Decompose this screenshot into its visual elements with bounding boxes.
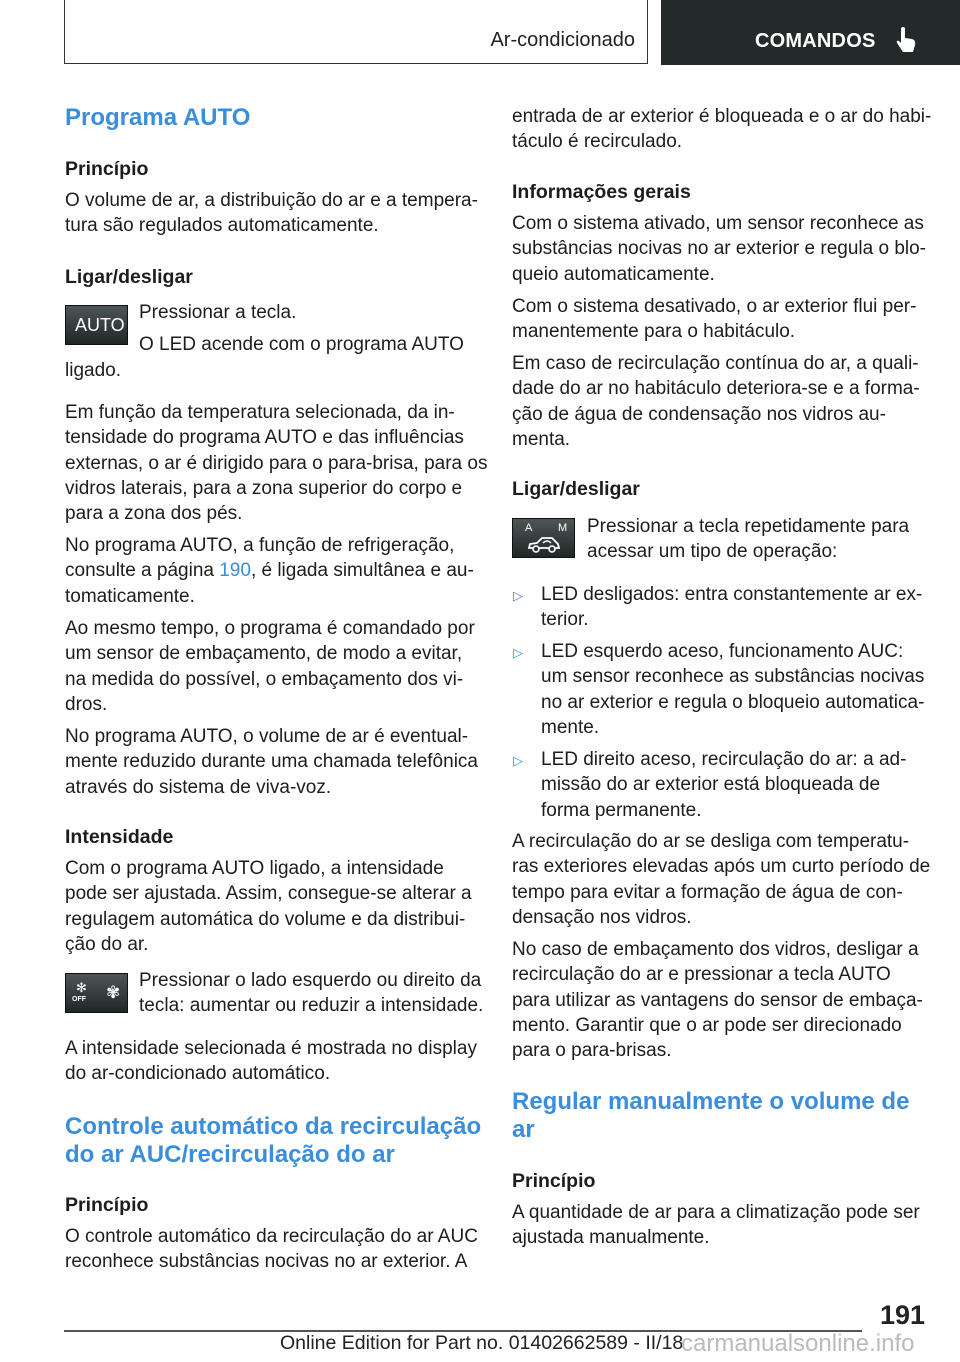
list-item: LED desligados: entra constantemente ar ex- terior. xyxy=(541,584,923,631)
text: No programa AUTO, a função de refrigeração, consulte a página xyxy=(65,535,455,582)
subheading-principio: Princípio xyxy=(512,1170,596,1192)
paragraph: Pressionar o lado esquerdo ou direito da tecla: aumentar ou reduzir a intensidade. xyxy=(139,970,484,1017)
paragraph: Pressionar a tecla. xyxy=(139,302,297,323)
paragraph: Com o programa AUTO ligado, a intensidade pode ser ajustada. Assim, consegue-se alterar a regulagem automática do volume e da distribui- ção do ar. xyxy=(65,858,472,955)
paragraph: Com o sistema ativado, um sensor reconhece as substâncias nocivas no ar exterior e regula o blo- queio automaticamente. xyxy=(512,213,927,285)
paragraph: entrada de ar exterior é bloqueada e o ar do habi- táculo é recirculado. xyxy=(512,106,932,153)
subheading-ligar-desligar: Ligar/desligar xyxy=(65,266,193,288)
paragraph: O volume de ar, a distribuição do ar e a tempera- tura são regulados automaticamente. xyxy=(65,190,478,237)
paragraph: No caso de embaçamento dos vidros, desligar a recirculação do ar e pressionar a tecla AUTO para utilizar as vantagens do sensor de embaça- mento. Garantir que o ar pode ser direcionado para o para-brisas. xyxy=(512,939,923,1062)
subheading-intensidade: Intensidade xyxy=(65,826,174,848)
edition-text: Online Edition for Part no. 01402662589 - II/18 xyxy=(280,1332,684,1354)
subheading-principio: Princípio xyxy=(65,158,149,180)
fan-icon: ✾ xyxy=(106,983,121,1002)
bullet-triangle-icon: ▷ xyxy=(513,645,523,660)
pointing-hand-icon xyxy=(895,26,917,54)
list-item: LED esquerdo aceso, funcionamento AUC: um sensor reconhece as substâncias nocivas no ar exterior e regula o bloqueio automatica- mente. xyxy=(541,641,925,738)
text: , é ligada simultânea e au- tomaticamente. xyxy=(65,560,474,607)
watermark: carmanualsonline.info xyxy=(681,1330,915,1357)
car-recirculation-icon xyxy=(527,535,561,553)
subheading-principio: Princípio xyxy=(65,1194,149,1216)
paragraph: A recirculação do ar se desliga com temperatu- ras exteriores elevadas após um curto período de tempo para evitar a formação de água de con- densação nos vidros. xyxy=(512,831,931,928)
key-m-label: M xyxy=(558,522,568,534)
auto-key-image xyxy=(65,305,128,345)
paragraph: No programa AUTO, o volume de ar é eventual- mente reduzido durante uma chamada telefônica através do sistema de viva-voz. xyxy=(65,726,478,798)
paragraph: ligado. xyxy=(65,360,121,381)
section-title-volume-manual: Regular manualmente o volume de ar xyxy=(512,1088,910,1143)
chapter-tab[interactable] xyxy=(661,0,960,65)
paragraph: Ao mesmo tempo, o programa é comandado por um sensor de embaçamento, de modo a evitar, na medida do possível, o embaçamento dos vi- dros. xyxy=(65,618,475,715)
recirculation-key-image xyxy=(512,518,575,558)
bullet-triangle-icon: ▷ xyxy=(513,588,523,603)
paragraph: Com o sistema desativado, o ar exterior flui per- manentemente para o habitáculo. xyxy=(512,296,917,343)
paragraph: Em função da temperatura selecionada, da in- tensidade do programa AUTO e das influências externas, o ar é dirigido para o para-brisa, para os vidros laterais, para a zona superior do corpo e para a zona dos pés. xyxy=(65,402,488,525)
auto-key-label: AUTO xyxy=(75,315,125,335)
paragraph: O controle automático da recirculação do ar AUC reconhece substâncias nocivas no ar exterior. A xyxy=(65,1226,478,1273)
subheading-ligar-desligar: Ligar/desligar xyxy=(512,478,640,500)
bullet-triangle-icon: ▷ xyxy=(513,753,523,768)
paragraph: A intensidade selecionada é mostrada no display do ar-condicionado automático. xyxy=(65,1038,477,1085)
section-title: Ar-condicionado xyxy=(490,29,635,51)
paragraph xyxy=(65,533,474,609)
fan-off-label: OFF xyxy=(72,996,86,1003)
paragraph: A quantidade de ar para a climatização pode ser ajustada manualmente. xyxy=(512,1202,920,1249)
header-section-box xyxy=(64,0,648,64)
page-number: 191 xyxy=(880,1300,926,1330)
page-link-190[interactable]: 190 xyxy=(219,560,251,582)
paragraph: O LED acende com o programa AUTO xyxy=(139,334,464,355)
list-item: LED direito aceso, recirculação do ar: a ad- missão do ar exterior está bloqueada de forma permanente. xyxy=(541,749,907,821)
fan-icon: ✻ xyxy=(76,980,87,995)
fan-intensity-key-image xyxy=(65,973,128,1013)
subheading-informacoes-gerais: Informações gerais xyxy=(512,181,691,203)
key-a-label: A xyxy=(525,522,533,534)
section-title-programa-auto: Programa AUTO xyxy=(65,104,251,131)
chapter-tab-label: COMANDOS xyxy=(755,30,876,52)
paragraph: Pressionar a tecla repetidamente para acessar um tipo de operação: xyxy=(587,516,910,563)
section-title-auc: Controle automático da recirculação do ar AUC/recirculação do ar xyxy=(65,1113,482,1168)
paragraph: Em caso de recirculação contínua do ar, a quali- dade do ar no habitáculo deteriora-se e a forma- ção de água de condensação nos vidros au- menta. xyxy=(512,353,920,450)
